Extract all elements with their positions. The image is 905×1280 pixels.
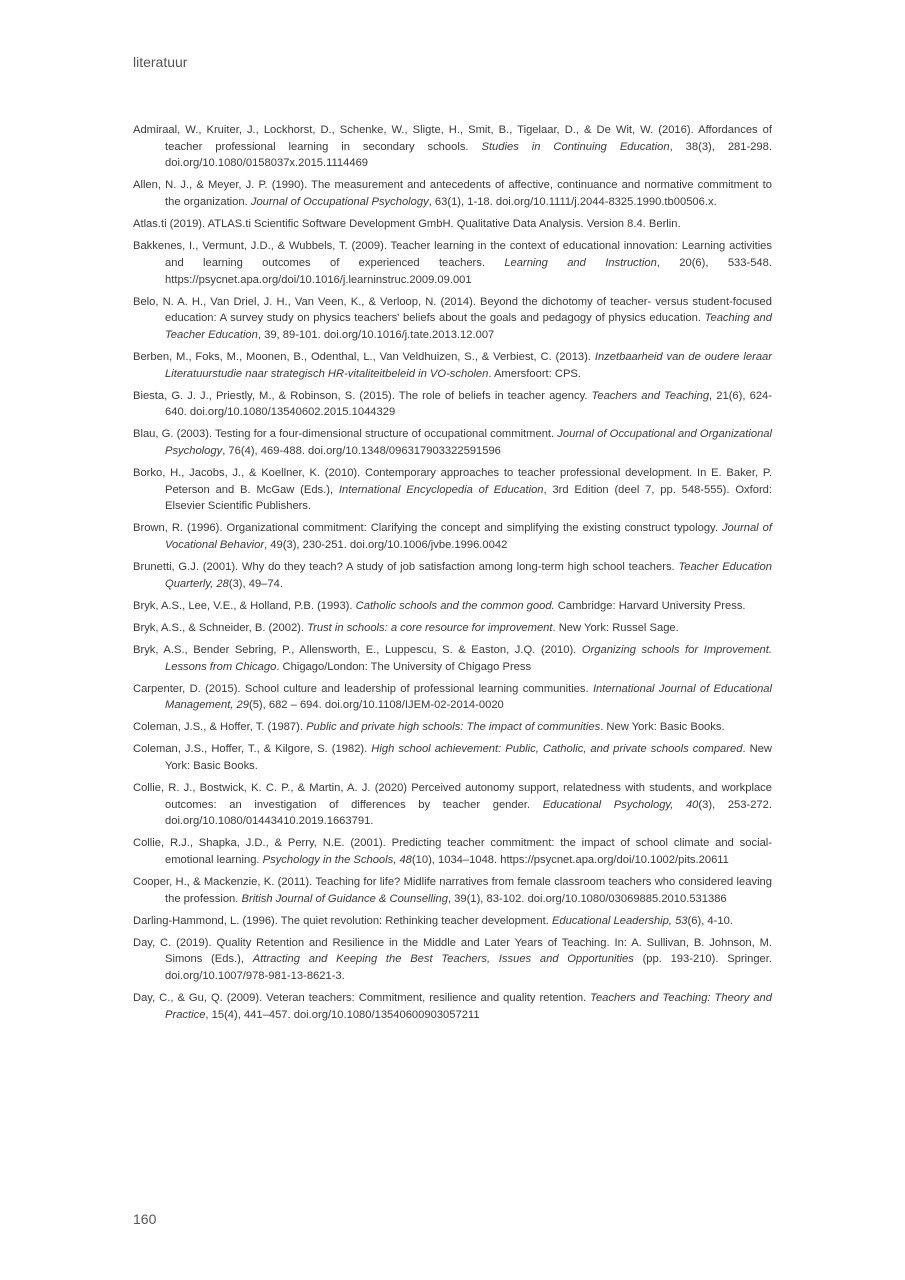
reference-source-title: Trust in schools: a core resource for improvement (307, 621, 553, 634)
reference-list (133, 122, 772, 1029)
reference-entry (133, 520, 772, 553)
reference-text: Brown, R. (1996). Organizational commitment: Clarifying the concept and simplifying the existing construct typology. (133, 522, 722, 535)
reference-source-title: Teachers and Teaching (591, 389, 710, 402)
reference-source-title: Public and private high schools: The impact of communities (306, 721, 601, 734)
reference-text: (3), 49–74. (228, 577, 283, 590)
reference-text: (6), 4-10. (687, 914, 733, 927)
reference-text: (10), 1034–1048. https://psycnet.apa.org/doi/10.1002/pits.20611 (411, 854, 729, 867)
reference-text: (5), 682 – 694. doi.org/10.1108/IJEM-02-2014-0020 (248, 699, 504, 712)
reference-text: Day, C. (2019). Quality Retention and Resilience in the Middle and Later Years of Teaching. In: A. Sullivan, B. Johnson, M. Simons (Eds.), (133, 936, 772, 966)
reference-text: Biesta, G. J. J., Priestly, M., & Robinson, S. (2015). The role of beliefs in teacher agency. (133, 389, 592, 402)
reference-text: , 39(1), 83-102. doi.org/10.1080/03069885.2010.531386 (447, 892, 727, 905)
reference-text: Collie, R. J., Bostwick, K. C. P., & Martin, A. J. (2020) Perceived autonomy support, relatedness with students, and workplace outcomes: an investigation of differences by teacher gender. (133, 781, 772, 811)
running-head: literatuur (133, 54, 188, 70)
reference-source-title: Teachers and Teaching: Theory and Practice (165, 992, 772, 1021)
reference-text: Belo, N. A. H., Van Driel, J. H., Van Veen, K., & Verloop, N. (2014). Beyond the dichotomy of teacher- versus student-focused education: A survey study on physics teachers' beliefs about the goals and pedagogy of physics education. (133, 295, 772, 325)
reference-text: Cambridge: Harvard University Press. (554, 599, 746, 612)
reference-source-title: Inzetbaarheid van de oudere leraar Literatuurstudie naar strategisch HR-vitaliteitbeleid in VO-scholen (165, 350, 772, 380)
reference-source-title: Educational Leadership, 53 (551, 914, 688, 927)
reference-entry (133, 122, 772, 172)
reference-text: Cooper, H., & Mackenzie, K. (2011). Teaching for life? Midlife narratives from female classroom teachers who considered leaving the profession. (133, 876, 772, 905)
reference-text: Atlas.ti (2019). ATLAS.ti Scientific Software Development GmbH. Qualitative Data Analysis. Version 8.4. Berlin. (133, 218, 681, 231)
reference-text: . New York: Russel Sage. (552, 621, 679, 634)
reference-source-title: Teaching and Teacher Education (165, 312, 772, 341)
reference-text: Bryk, A.S., Bender Sebring, P., Allensworth, E., Luppescu, S. & Easton, J.Q. (2010). (133, 643, 582, 656)
reference-entry (133, 388, 772, 421)
reference-text: , 49(3), 230-251. doi.org/10.1006/jvbe.1996.0042 (264, 539, 508, 552)
reference-source-title: Catholic schools and the common good. (355, 599, 555, 612)
reference-text: Berben, M., Foks, M., Moonen, B., Odenthal, L., Van Veldhuizen, S., & Verbiest, C. (2013). (133, 350, 595, 363)
reference-text: . New York: Basic Books. (165, 743, 772, 772)
reference-text: Darling-Hammond, L. (1996). The quiet revolution: Rethinking teacher development. (133, 914, 552, 927)
reference-entry (133, 719, 772, 736)
reference-entry (133, 642, 772, 675)
reference-text: Coleman, J.S., Hoffer, T., & Kilgore, S. (1982). (133, 743, 372, 756)
reference-source-title: International Journal of Educational Management, 29 (165, 682, 773, 712)
reference-text: , 15(4), 441–457. doi.org/10.1080/13540600903057211 (205, 1008, 480, 1021)
reference-entry (133, 598, 772, 615)
reference-entry (133, 874, 772, 907)
reference-text: , 21(6), 624-640. doi.org/10.1080/13540602.2015.1044329 (165, 389, 772, 419)
reference-source-title: Teacher Education Quarterly, 28 (165, 561, 772, 590)
page-number: 160 (133, 1211, 157, 1227)
reference-text: , 38(3), 281-298. doi.org/10.1080/0158037x.2015.1114469 (165, 140, 772, 170)
reference-text: , 39, 89-101. doi.org/10.1016/j.tate.2013.12.007 (257, 328, 495, 341)
reference-source-title: High school achievement: Public, Catholic, and private schools compared (371, 743, 743, 756)
reference-text: Carpenter, D. (2015). School culture and leadership of professional learning communities. (133, 682, 593, 695)
reference-text: Allen, N. J., & Meyer, J. P. (1990). The measurement and antecedents of affective, continuance and normative commitment to the organization. (133, 179, 772, 209)
reference-text: , 76(4), 469-488. doi.org/10.1348/096317903322591596 (222, 445, 501, 458)
reference-source-title: Journal of Vocational Behavior (165, 522, 772, 552)
reference-source-title: Journal of Occupational Psychology (250, 196, 429, 209)
reference-source-title: Studies in Continuing Education (481, 140, 670, 153)
reference-entry (133, 935, 772, 985)
reference-source-title: British Journal of Guidance & Counselling (241, 892, 448, 905)
reference-text: Brunetti, G.J. (2001). Why do they teach? A study of job satisfaction among long-term high school teachers. (133, 561, 679, 574)
reference-text: Bryk, A.S., & Schneider, B. (2002). (133, 621, 308, 634)
reference-text: Collie, R.J., Shapka, J.D., & Perry, N.E. (2001). Predicting teacher commitment: the impact of school climate and social-emotional learning. (133, 837, 772, 867)
reference-source-title: Learning and Instruction (504, 256, 657, 269)
reference-entry (133, 620, 772, 637)
reference-text: . Chigago/London: The University of Chigago Press (276, 660, 532, 673)
reference-entry (133, 465, 772, 515)
reference-source-title: Organizing schools for Improvement. Lessons from Chicago (165, 643, 772, 673)
reference-text: Blau, G. (2003). Testing for a four-dimensional structure of occupational commitment. (133, 428, 558, 441)
reference-entry (133, 780, 772, 830)
reference-text: Borko, H., Jacobs, J., & Koellner, K. (2010). Contemporary approaches to teacher professional development. In E. Baker, P. Peterson and B. McGaw (Eds.), (133, 467, 772, 496)
reference-text: . New York: Basic Books. (600, 721, 725, 734)
reference-text: Admiraal, W., Kruiter, J., Lockhorst, D., Schenke, W., Sligte, H., Smit, B., Tigelaar, D., & De Wit, W. (2016). Affordances of teacher professional learning in secondary schools. (133, 124, 772, 153)
reference-entry (133, 238, 772, 288)
reference-text: , 63(1), 1-18. doi.org/10.1111/j.2044-8325.1990.tb00506.x. (428, 196, 717, 209)
reference-entry (133, 294, 772, 344)
reference-source-title: Psychology in the Schools, 48 (262, 854, 412, 867)
reference-source-title: International Encyclopedia of Education (338, 483, 544, 496)
reference-entry (133, 216, 772, 233)
reference-entry (133, 913, 772, 930)
reference-entry (133, 741, 772, 774)
reference-text: Coleman, J.S., & Hoffer, T. (1987). (133, 721, 307, 734)
reference-entry (133, 990, 772, 1023)
reference-text: Bakkenes, I., Vermunt, J.D., & Wubbels, T. (2009). Teacher learning in the context of educational innovation: Learning activities and learning outcomes of experienced teachers. (133, 240, 772, 269)
reference-text: . Amersfoort: CPS. (488, 367, 581, 380)
reference-text: , 20(6), 533-548. https://psycnet.apa.org/doi/10.1016/j.learninstruc.2009.09.001 (165, 256, 772, 286)
reference-entry (133, 681, 772, 714)
reference-source-title: Journal of Occupational and Organizational Psychology (165, 428, 773, 458)
reference-entry (133, 426, 772, 459)
reference-text: Bryk, A.S., Lee, V.E., & Holland, P.B. (1993). (133, 599, 356, 612)
reference-entry (133, 177, 772, 210)
reference-text: Day, C., & Gu, Q. (2009). Veteran teachers: Commitment, resilience and quality retention. (133, 992, 591, 1005)
reference-source-title: Educational Psychology, 40 (542, 798, 699, 811)
reference-text: (3), 253-272. doi.org/10.1080/01443410.2019.1663791. (165, 798, 772, 828)
reference-entry (133, 559, 772, 592)
reference-entry (133, 349, 772, 382)
reference-entry (133, 835, 772, 868)
reference-source-title: Attracting and Keeping the Best Teachers, Issues and Opportunities (252, 953, 634, 966)
reference-text: (pp. 193-210). Springer. doi.org/10.1007/978-981-13-8621-3. (165, 953, 772, 983)
reference-text: , 3rd Edition (deel 7, pp. 548-555). Oxford: Elsevier Scientific Publishers. (165, 483, 772, 513)
